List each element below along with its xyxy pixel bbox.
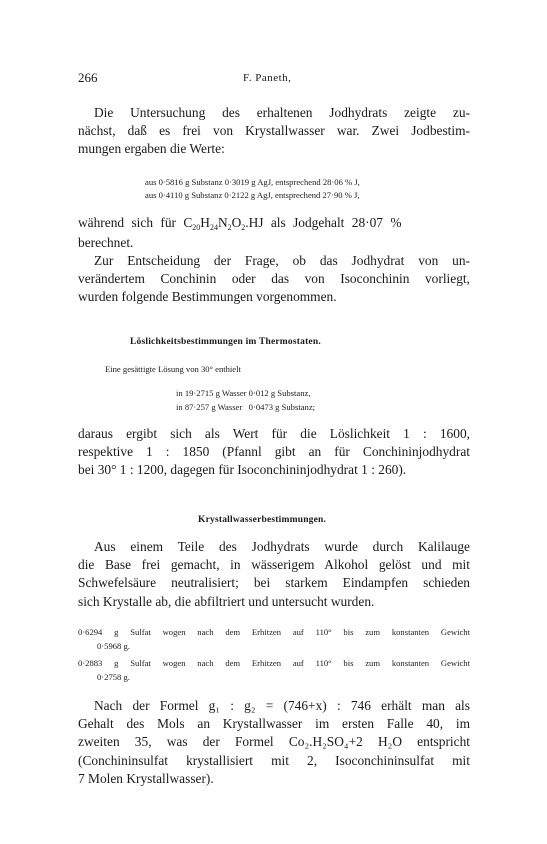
paragraph-line: zweiten 35, was der Formel Co₂.H₂SO₄+2 H₂O entspricht — [78, 734, 470, 749]
solution-line: in 87·257 g Wasser 0·0473 g Substanz; — [176, 402, 316, 412]
paragraph-line: berechnet. — [78, 235, 134, 250]
paragraph-line: Aus einem Teile des Jodhydrats wurde durch Kalilauge — [94, 539, 470, 554]
iodine-value-line: aus 0·5816 g Substanz 0·3019 g AgJ, entsprechend 28·06 % J, — [145, 177, 360, 187]
sulfat-result: 0·2758 g. — [97, 672, 130, 682]
formula-sub: 2 — [227, 223, 232, 232]
running-head: F. Paneth, — [243, 72, 292, 84]
paragraph-line: wurden folgende Bestimmungen vorgenommen. — [78, 289, 337, 304]
sulfat-result: 0·5968 g. — [97, 641, 130, 651]
paragraph-line: (Conchininsulfat krystallisiert mit 2, Isoconchininsulfat mit — [78, 753, 470, 768]
solution-intro: Eine gesättigte Lösung von 30° enthielt — [105, 364, 241, 374]
formula-sub: 24 — [209, 223, 218, 232]
formula-post: .HJ als Jodgehalt 28·07 % — [245, 215, 402, 230]
paragraph-line: sich Krystalle ab, die abfiltriert und untersucht wurden. — [78, 594, 375, 609]
iodine-value-line: aus 0·4110 g Substanz 0·2122 g AgJ, entsprechend 27·90 % J, — [145, 190, 360, 200]
paragraph-line: Schwefelsäure neutralisiert; bei starkem Eindampfen schieden — [78, 575, 470, 590]
sulfat-line: 0·6294 g Sulfat wogen nach dem Erhitzen auf 110° bis zum konstanten Gewicht — [78, 627, 470, 637]
paragraph-line: respektive 1 : 1850 (Pfannl gibt an für Conchininjodhydrat — [78, 444, 470, 459]
paragraph-line: daraus ergibt sich als Wert für die Löslichkeit 1 : 1600, — [78, 426, 470, 441]
paragraph-line: mungen ergaben die Werte: — [78, 141, 225, 156]
formula-n: N — [217, 215, 228, 230]
formula-h: H — [200, 215, 210, 230]
formula-sub: 20 — [192, 223, 201, 232]
paragraph-line: 7 Molen Krystallwasser). — [78, 771, 214, 786]
paragraph-line: Die Untersuchung des erhaltenen Jodhydrats zeigte zu- — [94, 105, 470, 120]
page-number: 266 — [78, 70, 98, 85]
sulfat-line: 0·2883 g Sulfat wogen nach dem Erhitzen auf 110° bis zum konstanten Gewicht — [78, 658, 470, 668]
paragraph-line: Nach der Formel g₁ : g₂ = (746+x) : 746 erhält man als — [94, 698, 470, 713]
paragraph-line: die Base frei gemacht, in wässerigem Alkohol gelöst und mit — [78, 557, 470, 572]
paragraph-line: nächst, daß es frei von Krystallwasser war. Zwei Jodbestim- — [78, 123, 470, 138]
formula-o: O — [231, 215, 242, 230]
paragraph-line: Zur Entscheidung der Frage, ob das Jodhydrat von un- — [94, 253, 470, 268]
paragraph-line: verändertem Conchinin oder das von Isoconchinin vorliegt, — [78, 271, 470, 286]
section-heading: Krystallwasserbestimmungen. — [198, 515, 327, 525]
solution-line: in 19·2715 g Wasser 0·012 g Substanz, — [176, 388, 311, 398]
paragraph-line: Gehalt des Mols an Krystallwasser im ersten Falle 40, im — [78, 716, 470, 731]
formula-pre: während sich für C — [78, 215, 193, 230]
section-heading: Löslichkeitsbestimmungen im Thermostaten. — [130, 337, 321, 347]
formula-sub: 2 — [241, 223, 246, 232]
paragraph-line: bei 30° 1 : 1200, dagegen für Isoconchininjodhydrat 1 : 260). — [78, 462, 407, 477]
